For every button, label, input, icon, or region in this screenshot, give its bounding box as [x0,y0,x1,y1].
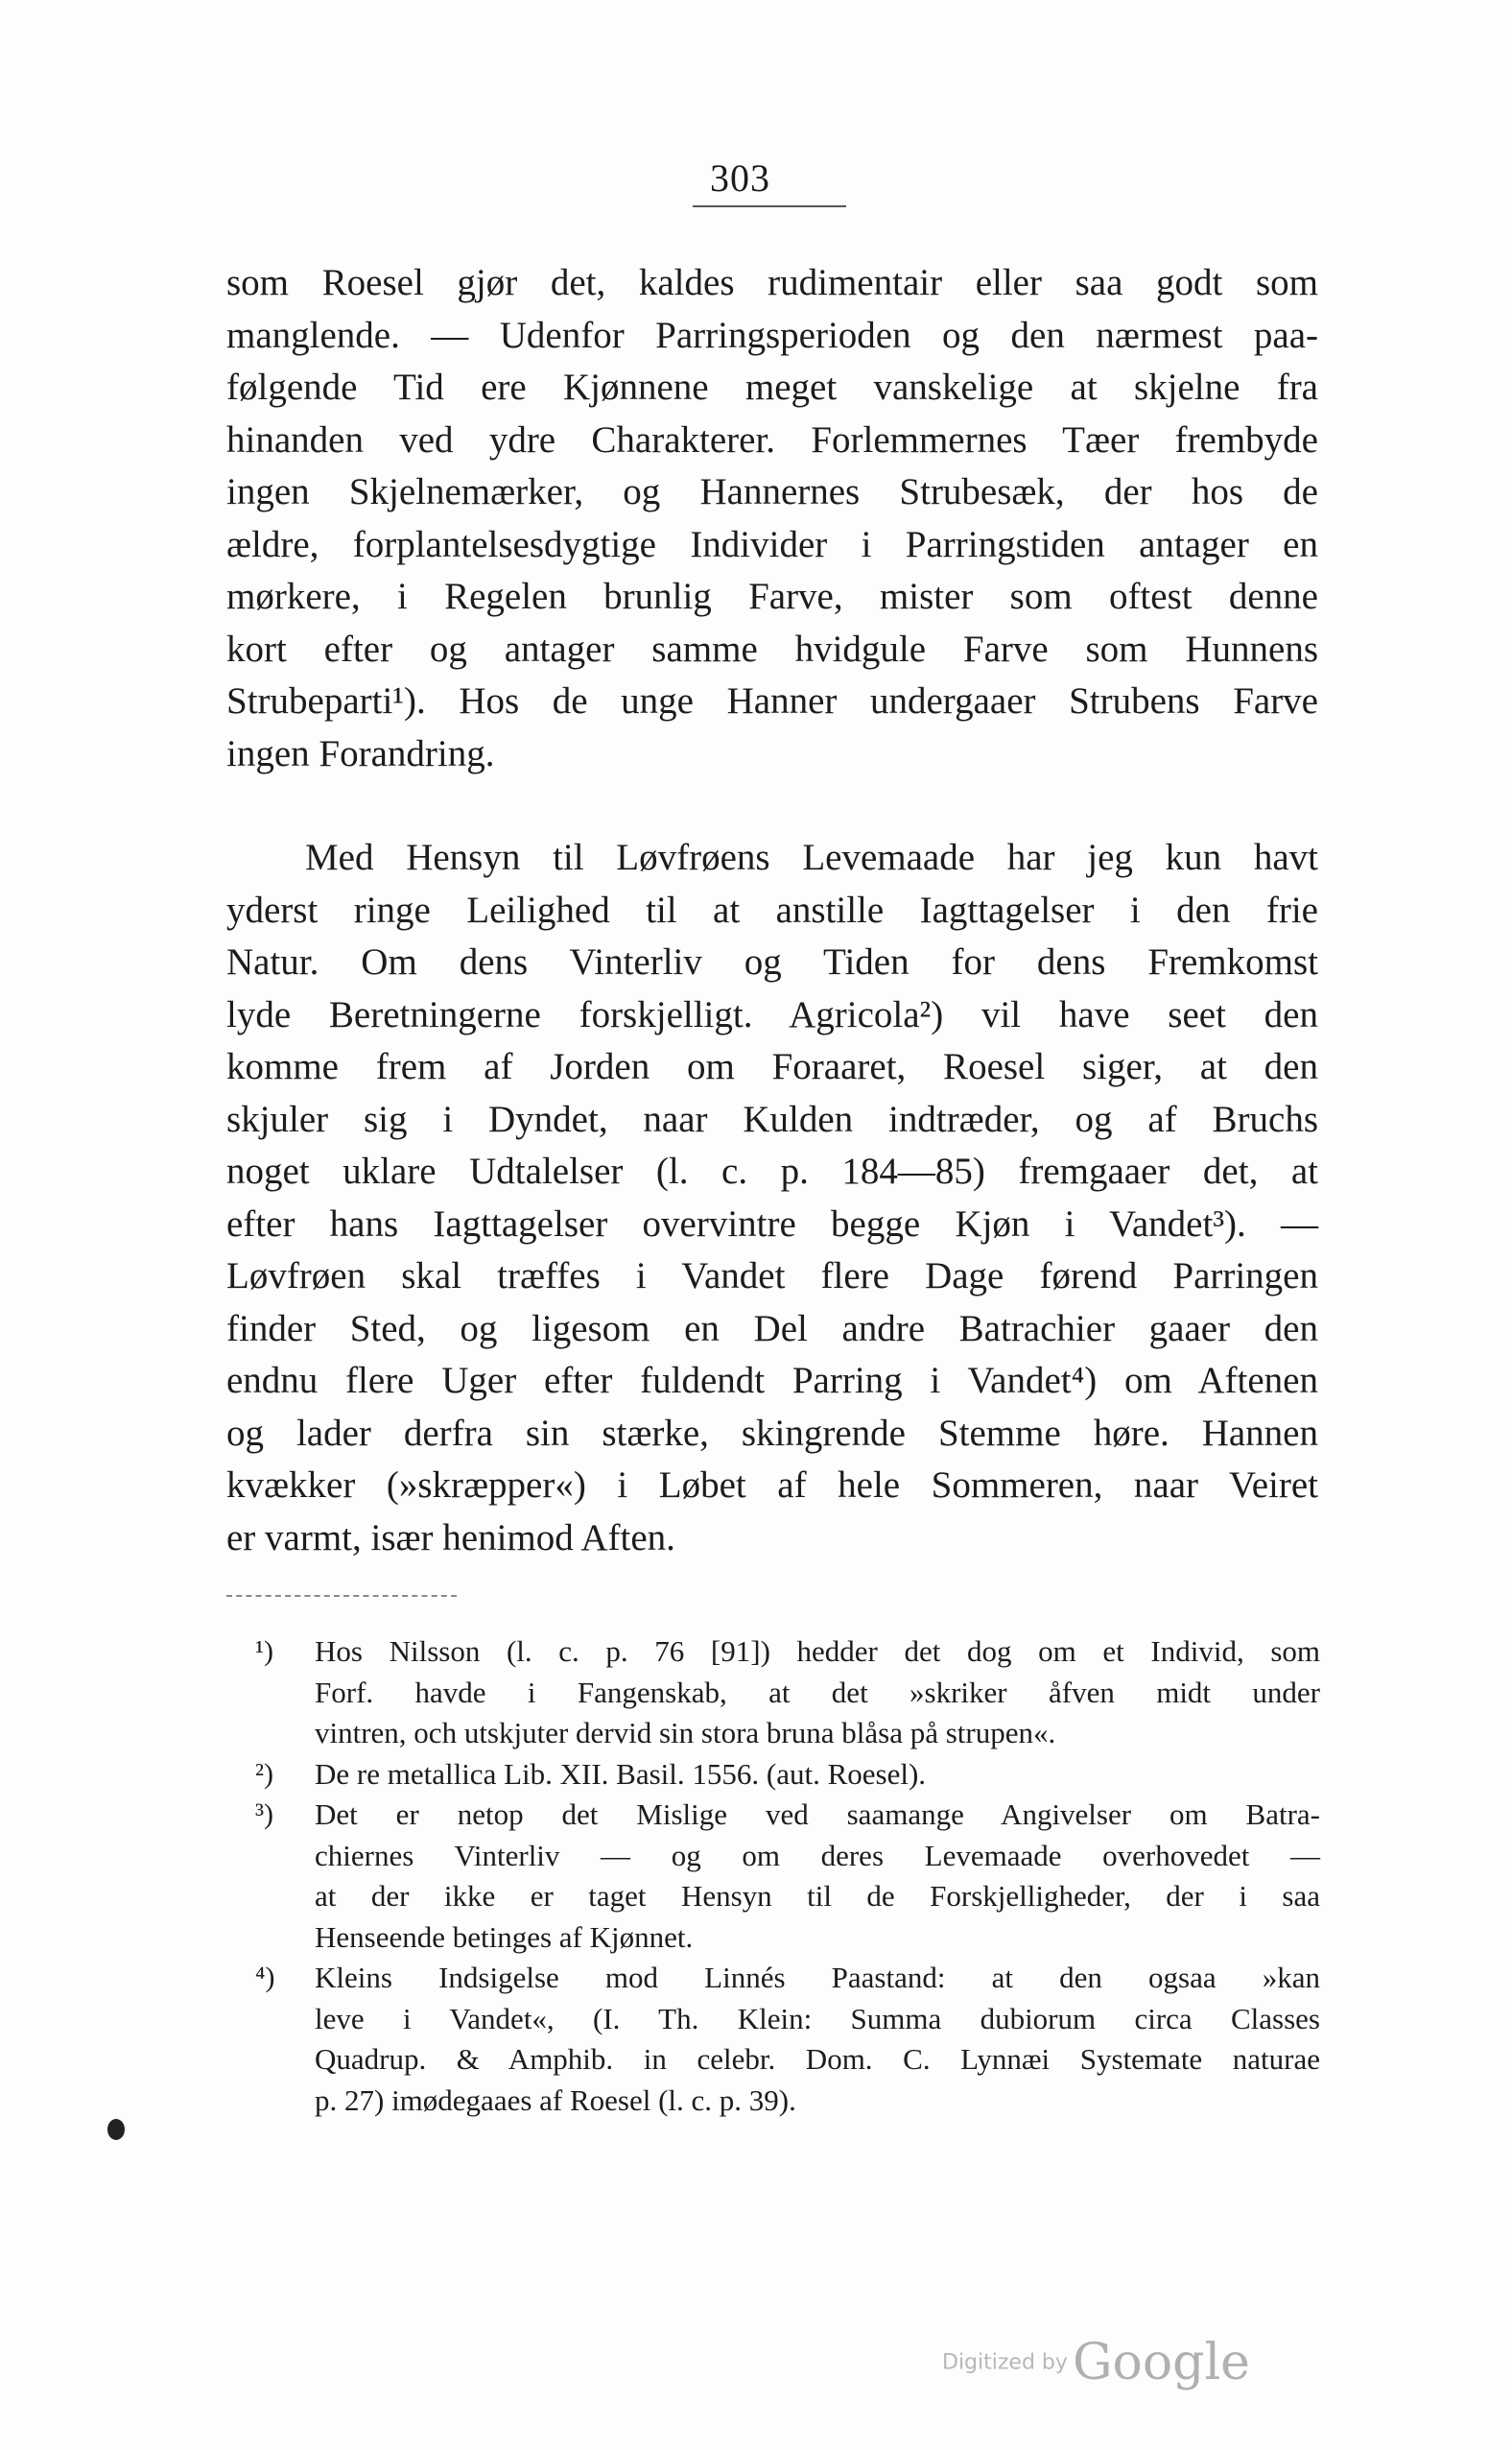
text-line: Natur. Om dens Vinterliv og Tiden for dens Fremkomst [226,941,1318,983]
footnote-line: Quadrup. & Amphib. in celebr. Dom. C. Lynnæi Systemate naturae [315,2042,1320,2076]
body-text [226,257,1318,1564]
footnotes [255,1631,1320,2121]
footnote-2 [255,1754,1320,1796]
text-line: ingen Forandring. [226,732,495,774]
paragraph-2 [226,832,1318,1564]
text-line: følgende Tid ere Kjønnene meget vanskelige at skjelne fra [226,367,1318,408]
text-line: Løvfrøen skal træffes i Vandet flere Dage førend Parringen [226,1255,1318,1296]
text-line: komme frem af Jorden om Foraaret, Roesel siger, at den [226,1046,1318,1087]
page-number-rule [693,205,846,207]
footnote-1 [255,1631,1320,1754]
text-line: kvækker (»skræpper«) i Løbet af hele Sommeren, naar Veiret [226,1464,1318,1506]
paragraph-1 [226,257,1318,780]
footnote-separator [226,1595,457,1597]
text-line: ingen Skjelnemærker, og Hannernes Strubesæk, der hos de [226,471,1318,512]
text-line: skjuler sig i Dyndet, naar Kulden indtræder, og af Bruchs [226,1098,1318,1140]
footnote-4 [255,1958,1320,2121]
google-logo: Google [1073,2334,1250,2391]
text-line: er varmt, især henimod Aften. [226,1516,675,1558]
footnote-line: p. 27) imødegaaes af Roesel (l. c. p. 39). [315,2082,796,2117]
ink-blot [107,2119,125,2140]
footnote-marker: ³) [255,1798,273,1830]
footnote-line: chiernes Vinterliv — og om deres Levemaade overhovedet — [315,1838,1320,1872]
footnote-marker: ⁴) [255,1962,275,1993]
text-line: ældre, forplantelsesdygtige Individer i Parringstiden antager en [226,523,1318,565]
text-line: og lader derfra sin stærke, skingrende Stemme høre. Hannen [226,1412,1318,1454]
text-line: manglende. — Udenfor Parringsperioden og den nærmest paa- [226,314,1318,356]
text-line: kort efter og antager samme hvidgule Farve som Hunnens [226,628,1318,670]
footnote-marker: ²) [255,1757,273,1790]
text-line: endnu flere Uger efter fuldendt Parring i Vandet⁴) om Aftenen [226,1360,1318,1401]
footnote-line: Forf. havde i Fangenskab, at det »skriker åfven midt under [315,1675,1320,1709]
footnote-line: Det er netop det Mislige ved saamange Angivelser om Batra- [315,1797,1320,1831]
text-line: efter hans Iagttagelser overvintre begge Kjøn i Vandet³). — [226,1202,1318,1245]
digitized-watermark [942,2334,1250,2391]
footnote-marker: ¹) [255,1635,273,1667]
text-line: mørkere, i Regelen brunlig Farve, mister som oftest denne [226,576,1318,617]
text-line: som Roesel gjør det, kaldes rudimentair eller saa godt som [226,262,1318,303]
footnote-line: Kleins Indsigelse mod Linnés Paastand: at den ogsaa »kan [315,1961,1320,1994]
text-line: yderst ringe Leilighed til at anstille Iagttagelser i den frie [226,889,1318,931]
watermark-prefix: Digitized by [942,2350,1068,2375]
footnote-line: Henseende betinges af Kjønnet. [315,1919,694,1954]
text-line: lyde Beretningerne forskjelligt. Agricola²) vil have seet den [226,993,1318,1035]
footnote-3 [255,1795,1320,1958]
text-line: hinanden ved ydre Charakterer. Forlemmernes Tæer frembyde [226,418,1318,461]
text-line: Strubeparti¹). Hos de unge Hanner undergaaer Strubens Farve [226,680,1318,722]
text-line: noget uklare Udtalelser (l. c. p. 184—85) fremgaaer det, at [226,1151,1318,1192]
footnote-line: leve i Vandet«, (I. Th. Klein: Summa dubiorum circa Classes [315,2001,1320,2035]
footnote-line: Hos Nilsson (l. c. p. 76 [91]) hedder det dog om et Individ, som [315,1634,1320,1668]
page-number: 303 [710,156,770,200]
text-line: finder Sted, og ligesom en Del andre Batrachier gaaer den [226,1307,1318,1349]
paragraph-gap [226,780,1318,832]
footnote-line: vintren, och utskjuter dervid sin stora bruna blåsa på strupen«. [315,1716,1056,1749]
footnote-line: at der ikke er taget Hensyn til de Forskjelligheder, der i saa [315,1879,1320,1913]
text-line: Med Hensyn til Løvfrøens Levemaade har jeg kun havt [305,837,1318,878]
footnote-line: De re metallica Lib. XII. Basil. 1556. (aut. Roesel). [315,1756,927,1791]
